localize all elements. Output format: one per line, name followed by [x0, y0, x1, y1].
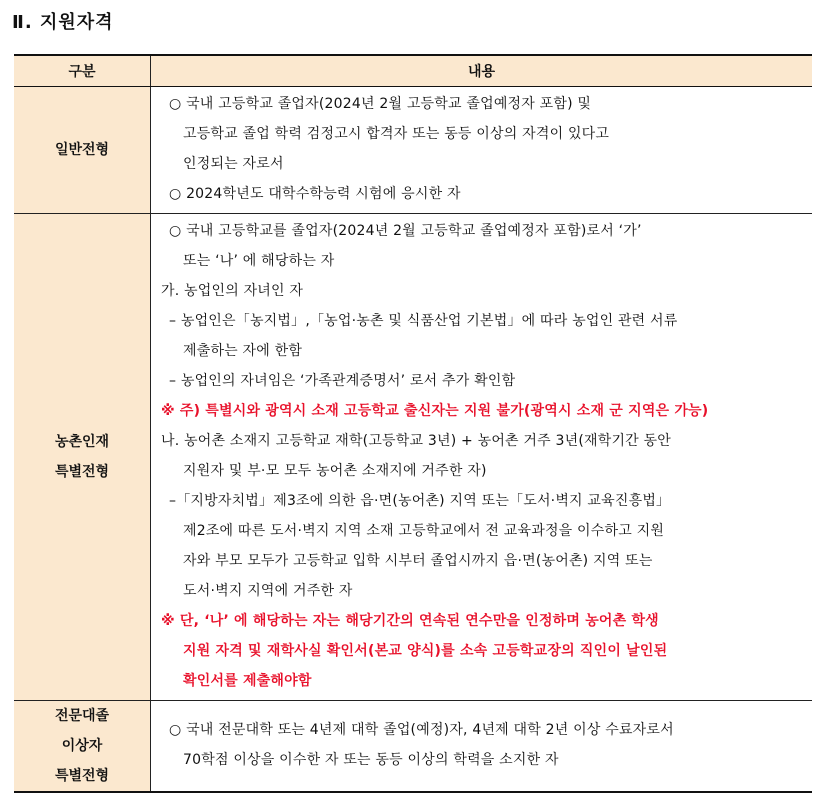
eligibility-table: [14, 54, 812, 793]
content-line: – 농업인의 자녀임은 ‘가족관계증명서’ 로서 추가 확인함: [169, 373, 516, 389]
category-college: [14, 701, 151, 793]
category-label: 일반전형: [54, 142, 110, 158]
category-label: 특별전형: [54, 768, 110, 784]
content-line: 가. 농업인의 자녀인 자: [161, 283, 304, 299]
notice-line: ※ 주) 특별시와 광역시 소재 고등학교 출신자는 지원 불가(광역시 소재 군 지역은 가능): [161, 403, 709, 419]
notice-line: 지원 자격 및 재학사실 확인서(본교 양식)를 소속 고등학교장의 직인이 날인된: [183, 643, 668, 659]
content-line: 제출하는 자에 한함: [183, 343, 303, 359]
table-row-college: [14, 701, 812, 793]
content-line: 나. 농어촌 소재지 고등학교 재학(고등학교 3년) + 농어촌 거주 3년(재학기간 동안: [161, 433, 672, 449]
content-line: 인정되는 자로서: [183, 156, 284, 172]
table-header-row: [14, 55, 812, 87]
content-line: 자와 부모 모두가 고등학교 입학 시부터 졸업시까지 읍·면(농어촌) 지역 또는: [183, 553, 653, 569]
table-row-general: [14, 87, 812, 214]
content-line: ○ 2024학년도 대학수학능력 시험에 응시한 자: [169, 186, 461, 202]
content-rural: [151, 214, 813, 701]
content-line: – 농업인은「농지법」,「농업·농촌 및 식품산업 기본법」에 따라 농업인 관련 서류: [169, 313, 678, 329]
content-line: 제2조에 따른 도서·벽지 지역 소재 고등학교에서 전 교육과정을 이수하고 지원: [183, 523, 665, 539]
notice-line: 확인서를 제출해야함: [183, 673, 312, 689]
category-label: 농촌인재: [54, 434, 110, 450]
category-general: [14, 87, 151, 214]
table-row-rural: [14, 214, 812, 701]
content-college: [151, 701, 813, 793]
column-header-category: 구분: [14, 55, 151, 87]
content-line: 70학점 이상을 이수한 자 또는 동등 이상의 학력을 소지한 자: [183, 752, 559, 768]
section-title: Ⅱ. 지원자격: [12, 12, 114, 33]
content-line: ○ 국내 고등학교 졸업자(2024년 2월 고등학교 졸업예정자 포함) 및: [169, 96, 592, 112]
content-line: 도서·벽지 지역에 거주한 자: [183, 583, 353, 599]
content-line: 또는 ‘나’ 에 해당하는 자: [183, 253, 335, 269]
category-label: 전문대졸: [54, 708, 110, 724]
category-label: 이상자: [61, 738, 103, 754]
category-rural: [14, 214, 151, 701]
content-line: 고등학교 졸업 학력 검정고시 합격자 또는 동등 이상의 자격이 있다고: [183, 126, 610, 142]
category-label: 특별전형: [54, 464, 110, 480]
notice-line: ※ 단, ‘나’ 에 해당하는 자는 해당기간의 연속된 연수만을 인정하며 농어촌 학생: [161, 613, 659, 629]
content-general: [151, 87, 813, 214]
content-line: ○ 국내 전문대학 또는 4년제 대학 졸업(예정)자, 4년제 대학 2년 이상 수료자로서: [169, 722, 674, 738]
content-line: –「지방자치법」제3조에 의한 읍·면(농어촌) 지역 또는「도서·벽지 교육진흥법」: [169, 493, 671, 509]
content-line: ○ 국내 고등학교를 졸업자(2024년 2월 고등학교 졸업예정자 포함)로서 ‘가’: [169, 223, 642, 239]
column-header-content: 내용: [151, 55, 813, 87]
content-line: 지원자 및 부·모 모두 농어촌 소재지에 거주한 자): [183, 463, 487, 479]
